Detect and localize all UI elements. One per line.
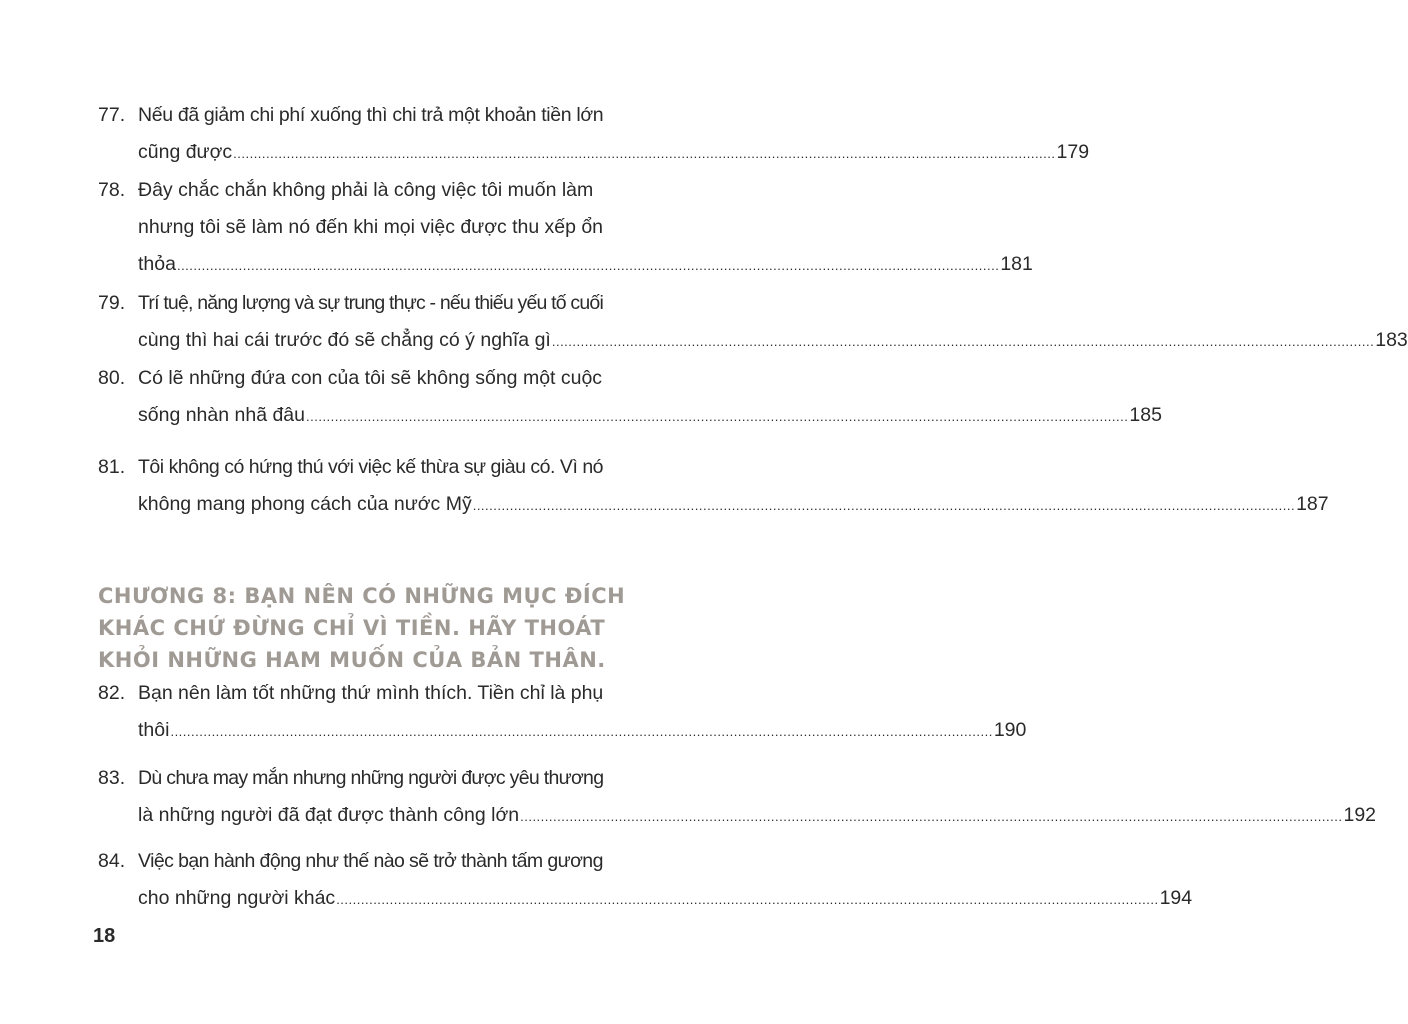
dot-leader: ........................................................................................................................................................................................................ xyxy=(176,258,1000,273)
toc-entry-page: 185 xyxy=(1129,404,1162,426)
toc-entry-title-line: Dù chưa may mắn nhưng những người được yêu thương xyxy=(138,767,604,789)
dot-leader: ........................................................................................................................................................................................................ xyxy=(520,809,1343,824)
toc-entry-title-line: Tôi không có hứng thú với việc kế thừa sự giàu có. Vì nó xyxy=(138,456,604,478)
dot-leader: ........................................................................................................................................................................................................ xyxy=(306,409,1129,424)
toc-entry-title-line: Đây chắc chắn không phải là công việc tôi muốn làm xyxy=(138,179,594,201)
toc-entry-number: 79. xyxy=(98,292,126,314)
chapter-heading-line: CHƯƠNG 8: BẠN NÊN CÓ NHỮNG MỤC ĐÍCH xyxy=(98,584,626,608)
toc-entry-page: 192 xyxy=(1343,804,1377,826)
chapter-heading xyxy=(98,580,626,676)
toc-entry-page: 187 xyxy=(1296,493,1329,515)
toc-entry-page: 179 xyxy=(1056,141,1090,163)
dot-leader: ........................................................................................................................................................................................................ xyxy=(551,334,1375,349)
toc-entry-title-line: nhưng tôi sẽ làm nó đến khi mọi việc được thu xếp ổn xyxy=(138,216,603,238)
dot-leader: ........................................................................................................................................................................................................ xyxy=(170,724,993,739)
toc-entry-last-line xyxy=(138,712,1027,749)
dot-leader: ........................................................................................................................................................................................................ xyxy=(336,892,1159,907)
toc-entry xyxy=(98,360,1162,434)
toc-entry-page: 190 xyxy=(993,719,1027,741)
toc-entry-title-line: Trí tuệ, năng lượng và sự trung thực - nếu thiếu yếu tố cuối xyxy=(138,292,603,314)
toc-entry-title-line: Nếu đã giảm chi phí xuống thì chi trả một khoản tiền lớn xyxy=(138,104,604,126)
toc-entry xyxy=(98,843,1193,917)
toc-entry-title-line: Việc bạn hành động như thế nào sẽ trở thành tấm gương xyxy=(138,850,603,872)
toc-entry-number: 84. xyxy=(98,850,126,872)
page-number: 18 xyxy=(93,925,116,947)
toc-entry-last-line xyxy=(138,880,1193,917)
toc-entry-number: 80. xyxy=(98,367,126,389)
toc-entry-title-end: cũng được xyxy=(138,141,233,163)
toc-entry-number: 82. xyxy=(98,682,126,704)
toc-entry-title xyxy=(138,172,1033,283)
toc-entry-title xyxy=(138,843,1193,917)
toc-entry-number: 78. xyxy=(98,179,126,201)
toc-entry-page: 194 xyxy=(1159,887,1193,909)
toc-entry-title-line: Bạn nên làm tốt những thứ mình thích. Tiền chỉ là phụ xyxy=(138,682,604,704)
toc-entry-last-line xyxy=(138,246,1033,283)
toc-entry-title-end: sống nhàn nhã đâu xyxy=(138,404,305,426)
toc-entry-number: 81. xyxy=(98,456,126,478)
toc-entry-last-line xyxy=(138,397,1162,434)
toc-entry-title xyxy=(138,285,1408,359)
toc-entry-title-end: không mang phong cách của nước Mỹ xyxy=(138,493,472,515)
dot-leader: ........................................................................................................................................................................................................ xyxy=(472,498,1296,513)
toc-entry-last-line xyxy=(138,322,1408,359)
toc-entry-title-end: thỏa xyxy=(138,253,176,275)
toc-entry-title-end: là những người đã đạt được thành công lớn xyxy=(138,804,520,826)
toc-entry-title-end: cùng thì hai cái trước đó sẽ chẳng có ý nghĩa gì xyxy=(138,329,551,351)
toc-entry-page: 183 xyxy=(1375,329,1408,351)
toc-entry xyxy=(98,97,1090,171)
toc-entry xyxy=(98,675,1027,749)
toc-entry-title xyxy=(138,760,1377,834)
toc-entry xyxy=(98,449,1329,523)
chapter-heading-line: KHỎI NHỮNG HAM MUỐN CỦA BẢN THÂN. xyxy=(98,648,606,672)
dot-leader: ........................................................................................................................................................................................................ xyxy=(233,146,1056,161)
toc-entry-number: 83. xyxy=(98,767,126,789)
toc-entry-title xyxy=(138,449,1329,523)
toc-entry-last-line xyxy=(138,134,1090,171)
toc-entry-title-end: thôi xyxy=(138,719,170,741)
toc-entry xyxy=(98,760,1377,834)
toc-entry-title-line: Có lẽ những đứa con của tôi sẽ không sống một cuộc xyxy=(138,367,603,389)
toc-entry-last-line xyxy=(138,797,1377,834)
toc-entry-last-line xyxy=(138,486,1329,523)
toc-entry-title-end: cho những người khác xyxy=(138,887,336,909)
toc-entry xyxy=(98,172,1033,283)
toc-entry xyxy=(98,285,1408,359)
toc-entry-number: 77. xyxy=(98,104,126,126)
toc-entry-title xyxy=(138,97,1090,171)
toc-entry-page: 181 xyxy=(1000,253,1033,275)
toc-entry-title xyxy=(138,675,1027,749)
toc-entry-title xyxy=(138,360,1162,434)
chapter-heading-line: KHÁC CHỨ ĐỪNG CHỈ VÌ TIỀN. HÃY THOÁT xyxy=(98,616,606,640)
